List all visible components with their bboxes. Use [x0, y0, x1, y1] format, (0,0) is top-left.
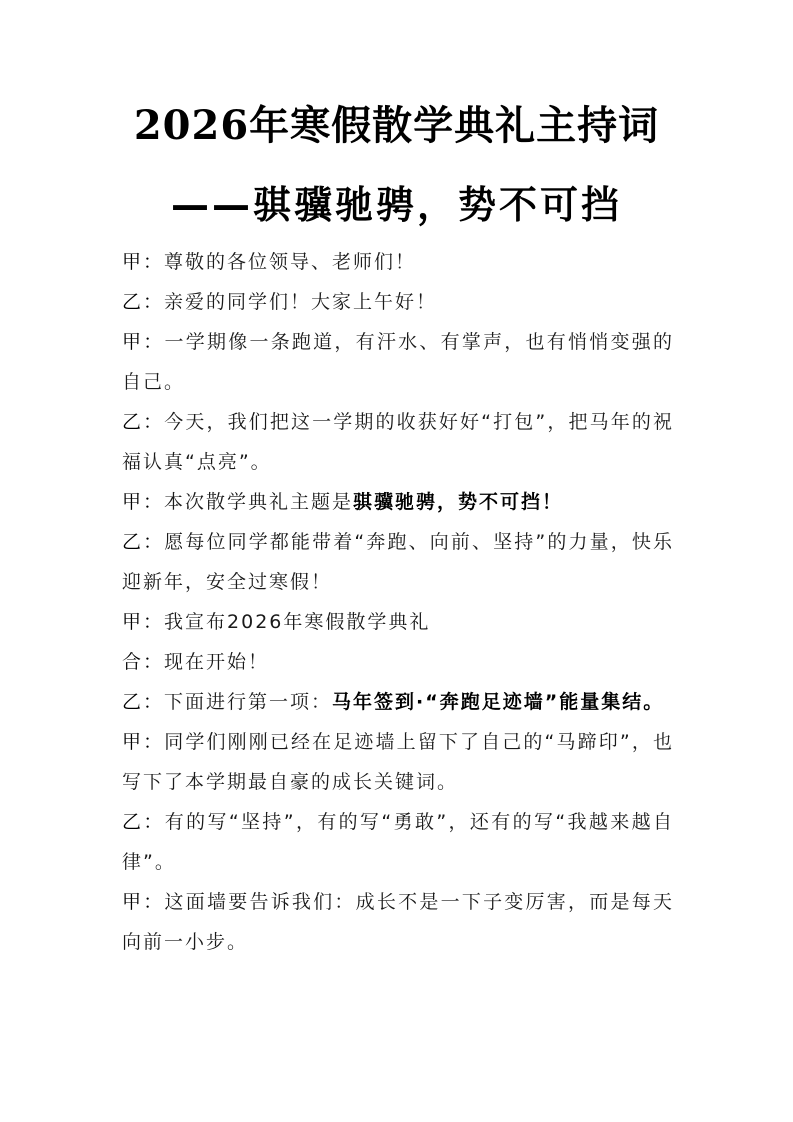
document-subtitle: ——骐骥驰骋，势不可挡 [170, 183, 622, 227]
agenda-item-emphasis: 马年签到·“奔跑足迹墙”能量集结。 [332, 691, 665, 713]
line-text: 亲爱的同学们！大家上午好！ [164, 291, 438, 313]
speaker-colon: ： [143, 691, 165, 713]
script-line [122, 802, 674, 882]
speaker-label: 乙 [122, 411, 144, 433]
script-line [122, 402, 674, 482]
speaker-label: 甲 [122, 491, 144, 513]
speaker-colon: ： [143, 491, 165, 513]
speaker-colon: ： [143, 331, 165, 353]
script-line [122, 602, 674, 642]
speaker-colon: ： [143, 531, 165, 553]
speaker-colon: ： [143, 611, 165, 633]
script-line [122, 322, 674, 402]
speaker-label: 乙 [122, 291, 144, 313]
script-line [122, 882, 674, 962]
speaker-label: 甲 [122, 611, 144, 633]
line-text: 我宣布2026年寒假散学典礼 [164, 611, 431, 633]
speaker-label: 乙 [122, 811, 144, 833]
line-text: 这面墙要告诉我们：成长不是一下子变厉害，而是每天向前一小步。 [122, 891, 674, 953]
speaker-colon: ： [143, 811, 165, 833]
speaker-label: 甲 [122, 331, 144, 353]
line-text: 同学们刚刚已经在足迹墙上留下了自己的“马蹄印”，也写下了本学期最自豪的成长关键词。 [122, 731, 674, 793]
speaker-colon: ： [143, 411, 165, 433]
script-line [122, 482, 674, 522]
line-text: 有的写“坚持”，有的写“勇敢”，还有的写“我越来越自律”。 [122, 811, 674, 873]
speaker-label: 合 [122, 651, 144, 673]
script-line [122, 642, 674, 682]
speaker-label: 甲 [122, 731, 144, 753]
speaker-colon: ： [143, 651, 165, 673]
line-text: 尊敬的各位领导、老师们！ [164, 251, 417, 273]
line-text: 下面进行第一项： [164, 691, 333, 713]
speaker-label: 乙 [122, 531, 144, 553]
script-line [122, 242, 674, 282]
speaker-label: 乙 [122, 691, 144, 713]
speaker-colon: ： [143, 251, 165, 273]
line-text: 本次散学典礼主题是 [164, 491, 354, 513]
theme-emphasis: 骐骥驰骋，势不可挡！ [353, 491, 564, 513]
script-line [122, 522, 674, 602]
speaker-colon: ： [143, 291, 165, 313]
line-text: 现在开始！ [164, 651, 270, 673]
speaker-colon: ： [143, 891, 165, 913]
script-body [122, 242, 674, 962]
script-line [122, 282, 674, 322]
script-line [122, 682, 674, 722]
line-text: 今天，我们把这一学期的收获好好“打包”，把马年的祝福认真“点亮”。 [122, 411, 674, 473]
line-text: 一学期像一条跑道，有汗水、有掌声，也有悄悄变强的自己。 [122, 331, 674, 393]
speaker-label: 甲 [122, 891, 144, 913]
speaker-colon: ： [143, 731, 165, 753]
line-text: 愿每位同学都能带着“奔跑、向前、坚持”的力量，快乐迎新年，安全过寒假！ [122, 531, 674, 593]
document-title: 2026年寒假散学典礼主持词 [133, 102, 660, 149]
speaker-label: 甲 [122, 251, 144, 273]
script-line [122, 722, 674, 802]
